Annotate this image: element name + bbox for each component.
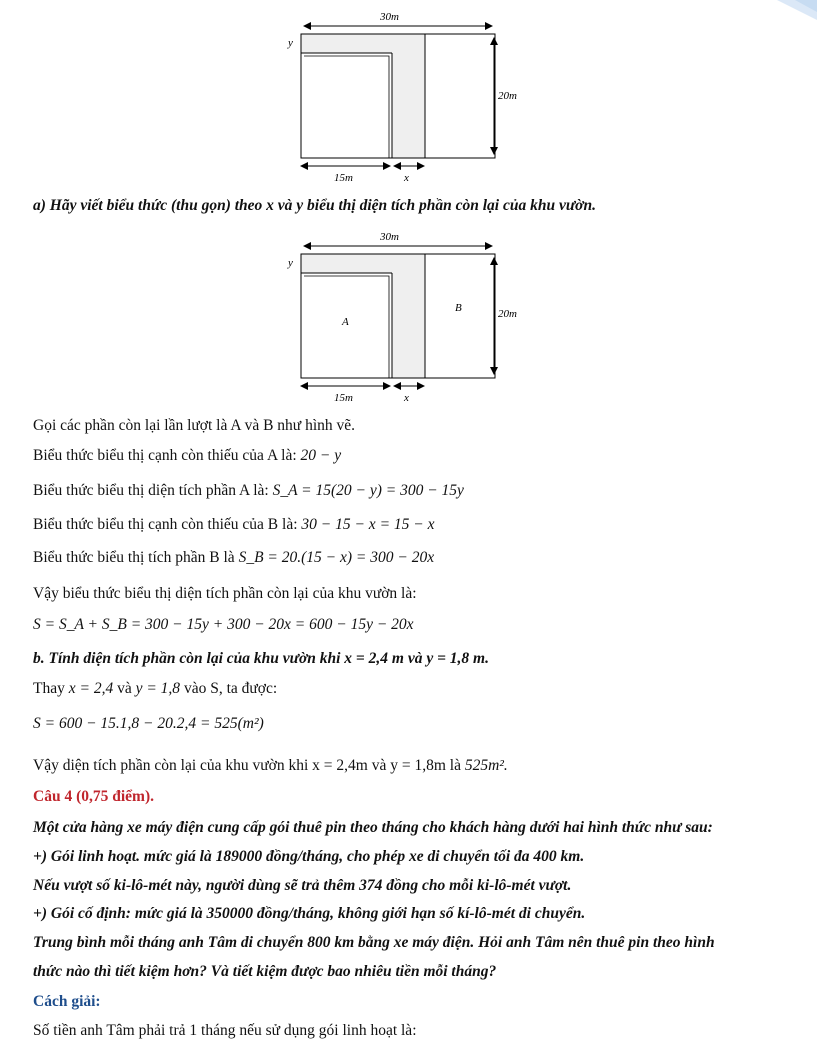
line-substitute-a: Thay	[33, 680, 65, 697]
line-substitute-b: và	[117, 680, 132, 697]
fig2-bottom-left-label: 15m	[334, 392, 353, 404]
line-intro: Gọi các phần còn lại lần lượt là A và B như hình vẽ.	[33, 417, 356, 434]
fig1-right-label: 20m	[498, 90, 517, 102]
q4-line-2: +) Gói linh hoạt. mức giá là 189000 đồng/tháng, cho phép xe di chuyển tối đa 400 km.	[33, 848, 585, 865]
part-b-question: b. Tính diện tích phần còn lại của khu vườn khi x = 2,4 m và y = 1,8 m.	[33, 650, 489, 667]
question-4-heading: Câu 4 (0,75 điểm).	[33, 788, 154, 805]
fig1-left-label: y	[288, 37, 293, 49]
line-a-area	[33, 481, 464, 501]
line-b-area	[33, 548, 434, 568]
line-a-area-text: Biểu thức biểu thị diện tích phần A là:	[33, 482, 269, 499]
q4-line-4: +) Gói cố định: mức giá là 350000 đồng/tháng, không giới hạn số kí-lô-mét di chuyển.	[33, 905, 586, 922]
line-result-formula: S = 600 − 15.1,8 − 20.2,4 = 525(m²)	[33, 715, 264, 732]
q4-line-6: thức nào thì tiết kiệm hơn? Và tiết kiệm được bao nhiêu tiền mỗi tháng?	[33, 963, 497, 980]
line-a-area-math: S_A = 15(20 − y) = 300 − 15y	[272, 482, 464, 499]
garden-diagram-2	[270, 226, 540, 406]
fig1-bottom-right-label: x	[404, 172, 409, 184]
garden-diagram-1	[270, 6, 540, 186]
line-b-area-text: Biểu thức biểu thị tích phần B là	[33, 549, 235, 566]
line-substitute-x: x = 2,4	[68, 680, 114, 697]
fig2-top-label: 30m	[380, 231, 399, 243]
fig1-bottom-left-label: 15m	[334, 172, 353, 184]
corner-decoration	[757, 0, 817, 40]
line-result-text: Vậy diện tích phần còn lại của khu vườn khi x = 2,4m và y = 1,8m là	[33, 757, 461, 774]
fig2-right-label: 20m	[498, 308, 517, 320]
solution-first-line: Số tiền anh Tâm phải trả 1 tháng nếu sử dụng gói linh hoạt là:	[33, 1022, 417, 1039]
line-b-area-math: S_B = 20.(15 − x) = 300 − 20x	[238, 549, 435, 566]
fig2-left-label: y	[288, 257, 293, 269]
fig1-top-label: 30m	[380, 11, 399, 23]
fig2-region-a: A	[342, 316, 349, 328]
line-b-side-text: Biểu thức biểu thị cạnh còn thiếu của B là:	[33, 516, 298, 533]
line-substitute-c: vào S, ta được:	[183, 680, 278, 697]
line-b-side	[33, 515, 435, 535]
line-a-side	[33, 446, 341, 466]
line-result-math: 525m².	[464, 757, 508, 774]
line-b-side-math: 30 − 15 − x = 15 − x	[301, 516, 435, 533]
line-substitute	[33, 679, 277, 699]
line-total-formula: S = S_A + S_B = 300 − 15y + 300 − 20x = 600 − 15y − 20x	[33, 616, 414, 633]
q4-line-1: Một cửa hàng xe máy điện cung cấp gói thuê pin theo tháng cho khách hàng dưới hai hình thức như sau:	[33, 819, 713, 836]
line-conclusion-a: Vậy biểu thức biểu thị diện tích phần còn lại của khu vườn là:	[33, 585, 417, 602]
solution-heading: Cách giải:	[33, 993, 101, 1010]
line-a-side-text: Biểu thức biểu thị cạnh còn thiếu của A là:	[33, 447, 297, 464]
line-a-side-math: 20 − y	[300, 447, 342, 464]
line-result-conclusion	[33, 756, 508, 776]
fig2-region-b: B	[455, 302, 462, 314]
part-a-question: a) Hãy viết biểu thức (thu gọn) theo x và y biểu thị diện tích phần còn lại của khu vườn.	[33, 197, 596, 214]
fig2-bottom-right-label: x	[404, 392, 409, 404]
q4-line-5: Trung bình mỗi tháng anh Tâm di chuyển 800 km bằng xe máy điện. Hỏi anh Tâm nên thuê pin theo hình	[33, 934, 715, 951]
q4-line-3: Nếu vượt số ki-lô-mét này, người dùng sẽ trả thêm 374 đồng cho mỗi ki-lô-mét vượt.	[33, 877, 572, 894]
line-substitute-y: y = 1,8	[135, 680, 181, 697]
